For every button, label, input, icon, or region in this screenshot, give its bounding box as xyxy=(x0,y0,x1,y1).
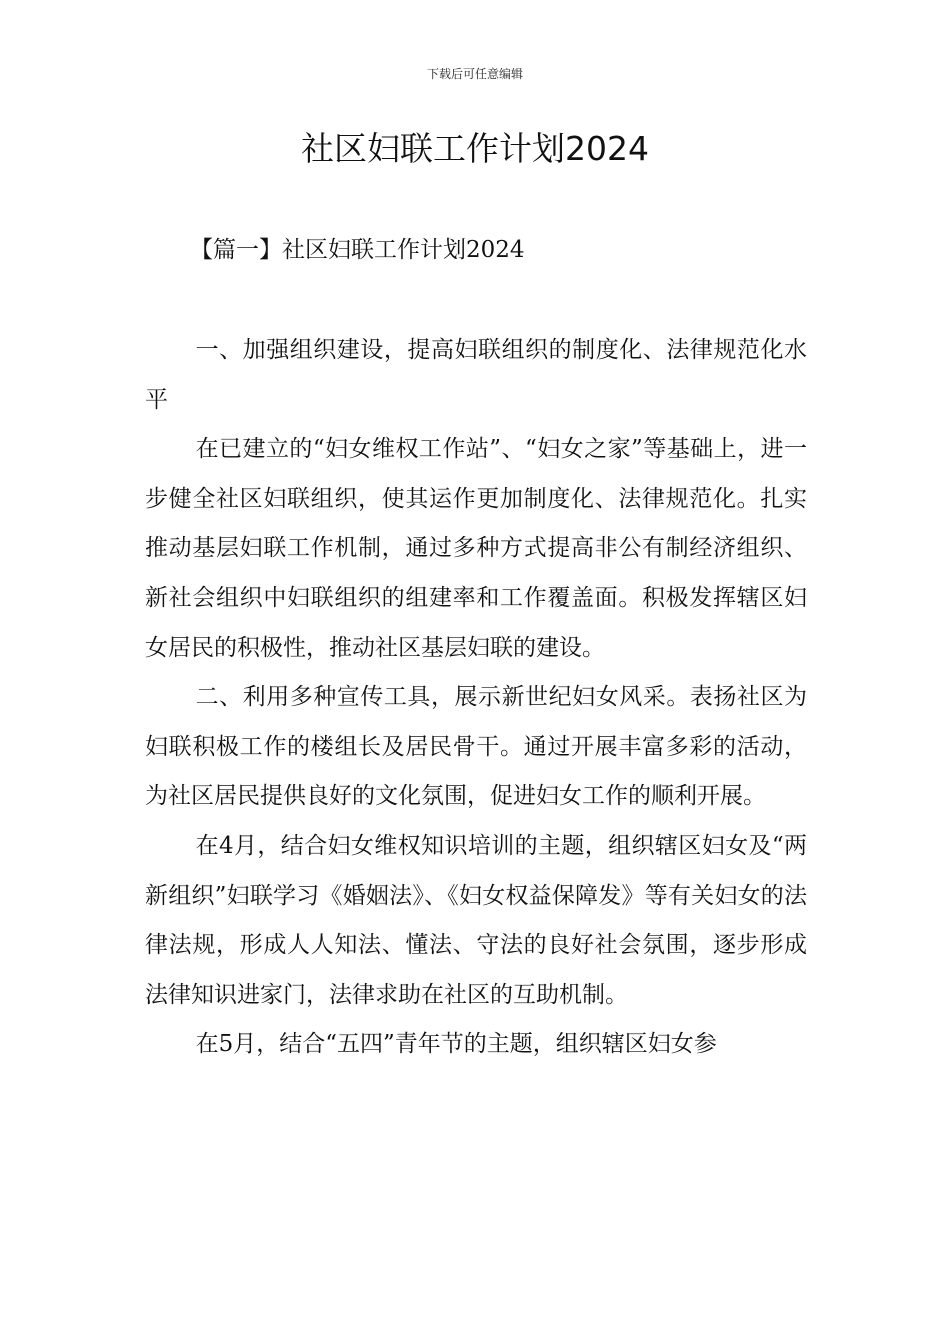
paragraph-heading-two: 二、利用多种宣传工具，展示新世纪妇女风采。表扬社区为妇联积极工作的楼组长及居民骨干。通过开展丰富多彩的活动，为社区居民提供良好的文化氛围，促进妇女工作的顺利开展。 xyxy=(145,684,807,810)
paragraph-may: 在5月，结合“五四”青年节的主题，组织辖区妇女参 xyxy=(195,1031,717,1058)
paragraph-april: 在4月，结合妇女维权知识培训的主题，组织辖区妇女及“两新组织”妇联学习《婚姻法》、《妇女权益保障发》等有关妇女的法律法规，形成人人知法、懂法、守法的良好社会氛围，逐步形成法律知识进家门，法律求助在社区的互助机制。 xyxy=(145,832,807,1008)
paragraph-heading-one: 一、加强组织建设，提高妇联组织的制度化、法律规范化水平 xyxy=(145,337,807,413)
document-title: 社区妇联工作计划2024 xyxy=(301,129,649,168)
header-note: 下载后可任意编辑 xyxy=(426,67,523,81)
paragraph-organization: 在已建立的“妇女维权工作站”、“妇女之家”等基础上，进一步健全社区妇联组织，使其运作更加制度化、法律规范化。扎实推动基层妇联工作机制，通过多种方式提高非公有制经济组织、新社会组织中妇联组织的组建率和工作覆盖面。积极发挥辖区妇女居民的积极性，推动社区基层妇联的建设。 xyxy=(145,436,807,661)
document-body xyxy=(145,326,807,1070)
section-heading: 【篇一】社区妇联工作计划2024 xyxy=(190,237,525,263)
